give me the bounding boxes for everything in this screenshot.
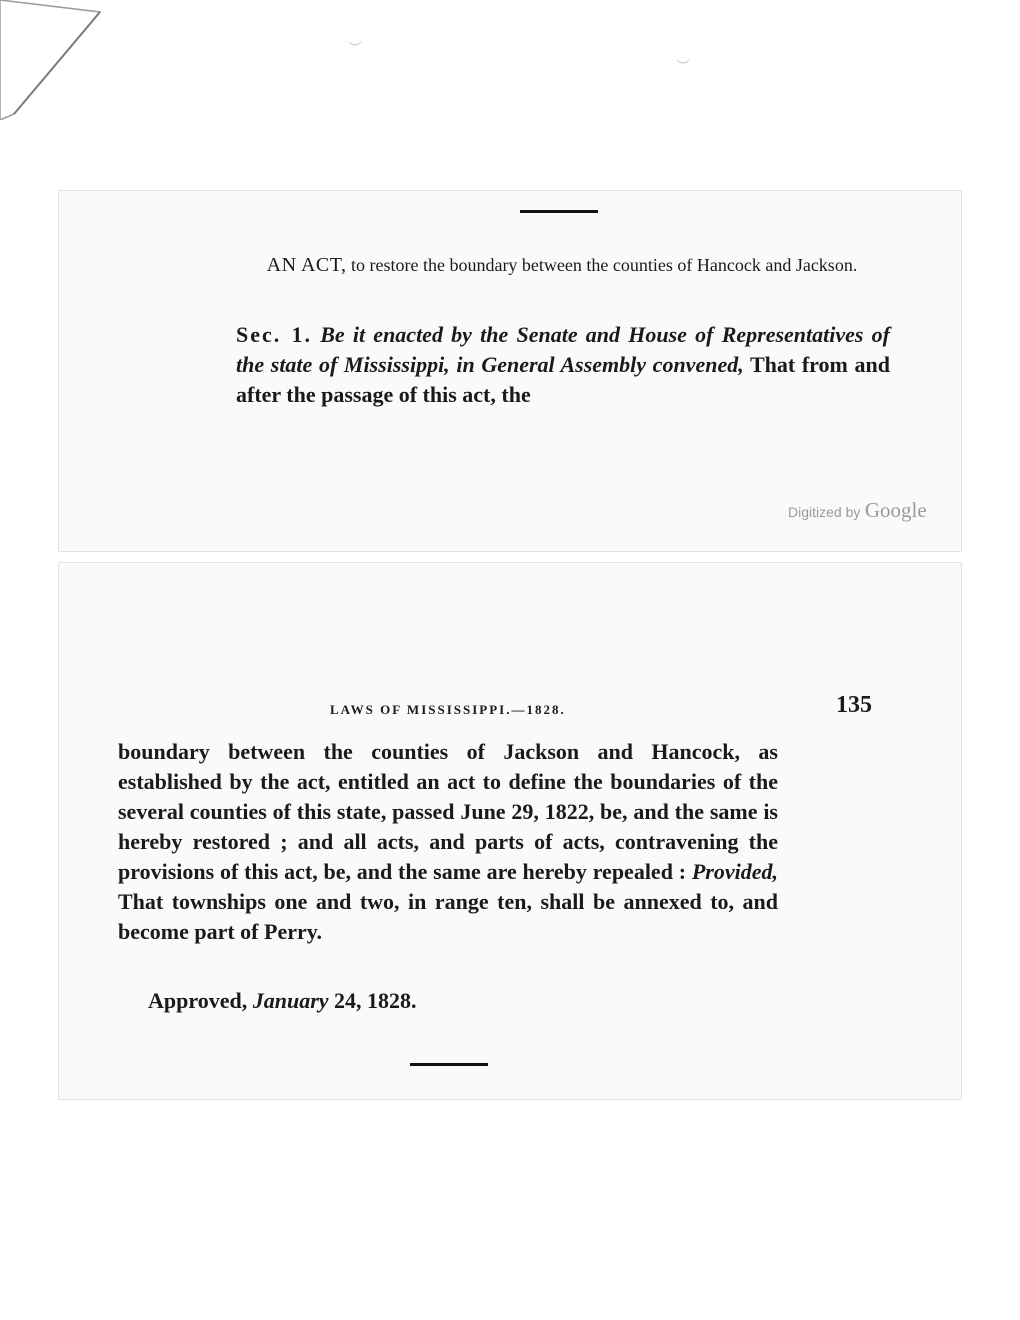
continued-text: [118, 737, 778, 947]
body-text-start: boundary between the counties of Jackson and Hancock, as established by the act, entitled an act to define the boundaries of the several counties of this state, passed June 29, 1822, be, and the same is hereby restored ; and all acts, and parts of acts, contravening the provisions of this act, be, and the same are hereby repealed :: [118, 739, 778, 884]
approved-day-year: 24, 1828.: [334, 988, 417, 1013]
section-rule-bottom: [410, 1063, 488, 1066]
scan-speck: ︶: [348, 41, 362, 57]
watermark-prefix: Digitized by: [788, 504, 861, 520]
body-text-end: That townships one and two, in range ten, shall be annexed to, and become part of Perry.: [118, 889, 778, 944]
section-rule-top: [520, 210, 598, 213]
section-label: Sec. 1.: [236, 322, 312, 347]
enacting-clause: Be it enacted by the Senate and House of Representatives of the state of Mississippi, in General Assembly convened,: [236, 322, 890, 377]
approved-month: January: [252, 988, 329, 1013]
act-title-rest: to restore the boundary between the counties of Hancock and Jackson.: [350, 255, 858, 275]
page-corner-fold: [0, 0, 110, 120]
act-title-lead: AN ACT,: [266, 254, 347, 276]
section-text: That from and after the passage of this act, the: [236, 352, 890, 407]
approved-label: Approved,: [148, 988, 248, 1013]
digitized-watermark: [788, 498, 927, 523]
running-head: LAWS OF MISSISSIPPI.—1828.: [330, 702, 566, 717]
scan-speck: ︶: [676, 59, 690, 75]
act-title: [232, 252, 892, 278]
approval-line: [148, 988, 417, 1014]
page-number: 135: [836, 692, 872, 718]
watermark-brand: Google: [864, 498, 927, 522]
section-one: [236, 320, 890, 410]
proviso-word: Provided,: [691, 859, 779, 884]
